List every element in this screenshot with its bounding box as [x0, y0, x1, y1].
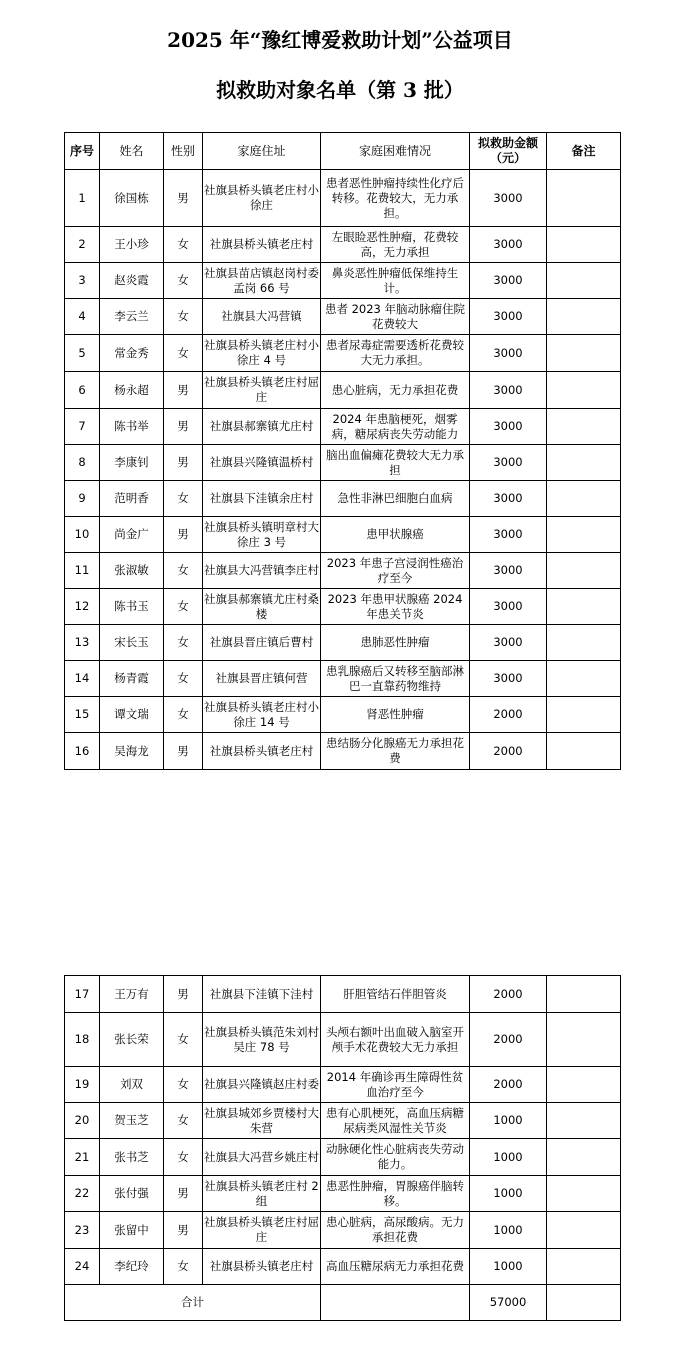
table-row — [65, 733, 621, 770]
cell-note — [547, 335, 621, 372]
cell-amt: 2000 — [470, 733, 547, 770]
cell-name: 李云兰 — [100, 299, 164, 335]
cell-diff: 2023 年患甲状腺癌 2024 年患关节炎 — [321, 589, 470, 625]
cell-addr: 社旗县桥头镇老庄村 — [203, 733, 321, 770]
cell-idx: 8 — [65, 445, 100, 481]
cell-addr: 社旗县桥头镇老庄村 — [203, 1249, 321, 1285]
cell-amt: 1000 — [470, 1212, 547, 1249]
cell-diff: 患肺恶性肿瘤 — [321, 625, 470, 661]
cell-name: 王小珍 — [100, 227, 164, 263]
cell-name: 陈书举 — [100, 409, 164, 445]
cell-diff: 患者恶性肿瘤持续性化疗后转移。花费较大，无力承担。 — [321, 170, 470, 227]
table-row — [65, 1139, 621, 1176]
cell-note — [547, 661, 621, 697]
cell-name: 张长荣 — [100, 1013, 164, 1067]
cell-sex: 男 — [164, 976, 203, 1013]
table-row — [65, 335, 621, 372]
table-row — [65, 299, 621, 335]
table-row — [65, 1067, 621, 1103]
table-header-row — [65, 133, 621, 170]
cell-name: 范明香 — [100, 481, 164, 517]
cell-diff: 肾恶性肿瘤 — [321, 697, 470, 733]
cell-name: 贺玉芝 — [100, 1103, 164, 1139]
total-empty-cell — [321, 1285, 470, 1321]
cell-name: 张书芝 — [100, 1139, 164, 1176]
cell-note — [547, 697, 621, 733]
cell-sex: 女 — [164, 335, 203, 372]
cell-addr: 社旗县晋庄镇后曹村 — [203, 625, 321, 661]
cell-amt: 2000 — [470, 1067, 547, 1103]
cell-sex: 女 — [164, 481, 203, 517]
cell-diff: 2014 年确诊再生障碍性贫血治疗至今 — [321, 1067, 470, 1103]
cell-idx: 11 — [65, 553, 100, 589]
table-row — [65, 1103, 621, 1139]
cell-amt: 3000 — [470, 553, 547, 589]
cell-note — [547, 409, 621, 445]
cell-addr: 社旗县桥头镇明章村大徐庄 3 号 — [203, 517, 321, 553]
cell-amt: 1000 — [470, 1176, 547, 1212]
cell-amt: 3000 — [470, 335, 547, 372]
header-idx: 序号 — [65, 133, 100, 170]
cell-idx: 12 — [65, 589, 100, 625]
cell-diff: 2023 年患子宫浸润性癌治疗至今 — [321, 553, 470, 589]
cell-diff: 患恶性肿瘤，胃腺癌伴脑转移。 — [321, 1176, 470, 1212]
table-row — [65, 1212, 621, 1249]
cell-note — [547, 1139, 621, 1176]
cell-amt: 1000 — [470, 1139, 547, 1176]
cell-sex: 男 — [164, 409, 203, 445]
cell-idx: 21 — [65, 1139, 100, 1176]
cell-note — [547, 589, 621, 625]
total-note-cell — [547, 1285, 621, 1321]
cell-note — [547, 227, 621, 263]
table-row — [65, 553, 621, 589]
cell-diff: 患心脏病，高尿酸病。无力承担花费 — [321, 1212, 470, 1249]
cell-addr: 社旗县晋庄镇何营 — [203, 661, 321, 697]
table-row — [65, 697, 621, 733]
cell-idx: 7 — [65, 409, 100, 445]
cell-note — [547, 299, 621, 335]
cell-diff: 肝胆管结石伴胆管炎 — [321, 976, 470, 1013]
cell-amt: 3000 — [470, 517, 547, 553]
total-amount: 57000 — [470, 1285, 547, 1321]
document-subtitle: 拟救助对象名单（第 3 批） — [216, 78, 464, 102]
cell-idx: 14 — [65, 661, 100, 697]
cell-addr: 社旗县苗店镇赵岗村委孟岗 66 号 — [203, 263, 321, 299]
cell-diff: 患有心肌梗死，高血压病糖尿病类风湿性关节炎 — [321, 1103, 470, 1139]
cell-addr: 社旗县兴隆镇温桥村 — [203, 445, 321, 481]
cell-note — [547, 733, 621, 770]
cell-diff: 患结肠分化腺癌无力承担花费 — [321, 733, 470, 770]
table-row — [65, 976, 621, 1013]
cell-diff: 急性非淋巴细胞白血病 — [321, 481, 470, 517]
cell-idx: 19 — [65, 1067, 100, 1103]
cell-amt: 3000 — [470, 589, 547, 625]
table-row — [65, 517, 621, 553]
total-label: 合计 — [65, 1285, 321, 1321]
cell-addr: 社旗县郝寨镇尤庄村 — [203, 409, 321, 445]
cell-amt: 3000 — [470, 445, 547, 481]
document-title: 2025 年“豫红博爱救助计划”公益项目 — [167, 28, 513, 52]
cell-sex: 女 — [164, 299, 203, 335]
cell-addr: 社旗县大冯营乡姚庄村 — [203, 1139, 321, 1176]
table-row — [65, 1176, 621, 1212]
cell-idx: 23 — [65, 1212, 100, 1249]
cell-amt: 3000 — [470, 409, 547, 445]
cell-sex: 男 — [164, 170, 203, 227]
cell-addr: 社旗县桥头镇范朱刘村吴庄 78 号 — [203, 1013, 321, 1067]
aid-list-table-page2 — [64, 975, 621, 1321]
cell-diff: 患乳腺癌后又转移至脑部淋巴一直靠药物维持 — [321, 661, 470, 697]
cell-name: 李纪玲 — [100, 1249, 164, 1285]
table-row — [65, 625, 621, 661]
cell-idx: 10 — [65, 517, 100, 553]
cell-addr: 社旗县下洼镇余庄村 — [203, 481, 321, 517]
cell-diff: 患者 2023 年脑动脉瘤住院花费较大 — [321, 299, 470, 335]
table-row — [65, 1249, 621, 1285]
cell-sex: 女 — [164, 697, 203, 733]
table-row — [65, 170, 621, 227]
cell-sex: 男 — [164, 733, 203, 770]
cell-amt: 3000 — [470, 625, 547, 661]
cell-note — [547, 1013, 621, 1067]
cell-note — [547, 170, 621, 227]
aid-list-table-page1 — [64, 132, 621, 770]
cell-amt: 1000 — [470, 1249, 547, 1285]
cell-idx: 3 — [65, 263, 100, 299]
cell-sex: 女 — [164, 263, 203, 299]
cell-sex: 男 — [164, 445, 203, 481]
cell-addr: 社旗县郝寨镇尤庄村桑楼 — [203, 589, 321, 625]
cell-sex: 男 — [164, 517, 203, 553]
cell-name: 李康钊 — [100, 445, 164, 481]
cell-idx: 2 — [65, 227, 100, 263]
cell-addr: 社旗县兴隆镇赵庄村委 — [203, 1067, 321, 1103]
cell-sex: 女 — [164, 227, 203, 263]
cell-note — [547, 481, 621, 517]
cell-name: 徐国栋 — [100, 170, 164, 227]
cell-idx: 16 — [65, 733, 100, 770]
cell-idx: 15 — [65, 697, 100, 733]
cell-amt: 3000 — [470, 481, 547, 517]
cell-sex: 男 — [164, 1176, 203, 1212]
cell-note — [547, 1176, 621, 1212]
cell-diff: 鼻炎恶性肿瘤低保维持生计。 — [321, 263, 470, 299]
cell-sex: 女 — [164, 1013, 203, 1067]
cell-diff: 2024 年患脑梗死，烟雾病，糖尿病丧失劳动能力 — [321, 409, 470, 445]
cell-sex: 女 — [164, 589, 203, 625]
cell-idx: 6 — [65, 372, 100, 409]
cell-sex: 女 — [164, 1067, 203, 1103]
table-row — [65, 263, 621, 299]
cell-name: 陈书玉 — [100, 589, 164, 625]
cell-sex: 男 — [164, 1212, 203, 1249]
cell-amt: 1000 — [470, 1103, 547, 1139]
cell-name: 刘双 — [100, 1067, 164, 1103]
cell-amt: 2000 — [470, 1013, 547, 1067]
table-row — [65, 481, 621, 517]
cell-addr: 社旗县桥头镇老庄村屈庄 — [203, 372, 321, 409]
cell-note — [547, 1067, 621, 1103]
cell-sex: 女 — [164, 661, 203, 697]
cell-name: 赵炎霞 — [100, 263, 164, 299]
cell-name: 张付强 — [100, 1176, 164, 1212]
table-row — [65, 409, 621, 445]
table-row — [65, 445, 621, 481]
cell-note — [547, 1212, 621, 1249]
cell-amt: 2000 — [470, 976, 547, 1013]
cell-idx: 17 — [65, 976, 100, 1013]
cell-sex: 女 — [164, 553, 203, 589]
cell-diff: 患心脏病，无力承担花费 — [321, 372, 470, 409]
cell-idx: 18 — [65, 1013, 100, 1067]
table-row — [65, 589, 621, 625]
cell-addr: 社旗县桥头镇老庄村小徐庄 4 号 — [203, 335, 321, 372]
cell-addr: 社旗县桥头镇老庄村小徐庄 14 号 — [203, 697, 321, 733]
cell-name: 宋长玉 — [100, 625, 164, 661]
cell-diff: 脑出血偏瘫花费较大无力承担 — [321, 445, 470, 481]
cell-addr: 社旗县城郊乡贾楼村大朱营 — [203, 1103, 321, 1139]
table-row — [65, 661, 621, 697]
cell-idx: 1 — [65, 170, 100, 227]
cell-addr: 社旗县桥头镇老庄村 2 组 — [203, 1176, 321, 1212]
header-addr: 家庭住址 — [203, 133, 321, 170]
cell-diff: 头颅右额叶出血破入脑室开颅手术花费较大无力承担 — [321, 1013, 470, 1067]
cell-name: 常金秀 — [100, 335, 164, 372]
cell-idx: 24 — [65, 1249, 100, 1285]
table-row — [65, 372, 621, 409]
cell-amt: 3000 — [470, 263, 547, 299]
header-note: 备注 — [547, 133, 621, 170]
cell-name: 杨永超 — [100, 372, 164, 409]
cell-diff: 左眼睑恶性肿瘤，花费较高，无力承担 — [321, 227, 470, 263]
cell-name: 尚金广 — [100, 517, 164, 553]
cell-note — [547, 553, 621, 589]
cell-sex: 男 — [164, 372, 203, 409]
cell-idx: 4 — [65, 299, 100, 335]
cell-amt: 3000 — [470, 372, 547, 409]
header-amt: 拟救助金额（元） — [470, 133, 547, 170]
header-diff: 家庭困难情况 — [321, 133, 470, 170]
cell-name: 杨青霞 — [100, 661, 164, 697]
cell-note — [547, 625, 621, 661]
cell-name: 张留中 — [100, 1212, 164, 1249]
cell-diff: 动脉硬化性心脏病丧失劳动能力。 — [321, 1139, 470, 1176]
cell-sex: 女 — [164, 1139, 203, 1176]
cell-note — [547, 372, 621, 409]
cell-amt: 3000 — [470, 299, 547, 335]
cell-note — [547, 1249, 621, 1285]
cell-name: 谭文瑞 — [100, 697, 164, 733]
cell-name: 吴海龙 — [100, 733, 164, 770]
cell-idx: 9 — [65, 481, 100, 517]
total-row — [65, 1285, 621, 1321]
cell-note — [547, 976, 621, 1013]
table-row — [65, 227, 621, 263]
cell-addr: 社旗县桥头镇老庄村 — [203, 227, 321, 263]
cell-addr: 社旗县桥头镇老庄村屈庄 — [203, 1212, 321, 1249]
cell-addr: 社旗县大冯营镇李庄村 — [203, 553, 321, 589]
cell-idx: 5 — [65, 335, 100, 372]
cell-addr: 社旗县大冯营镇 — [203, 299, 321, 335]
table-row — [65, 1013, 621, 1067]
cell-name: 王万有 — [100, 976, 164, 1013]
cell-idx: 13 — [65, 625, 100, 661]
cell-idx: 20 — [65, 1103, 100, 1139]
cell-sex: 女 — [164, 625, 203, 661]
cell-name: 张淑敏 — [100, 553, 164, 589]
cell-idx: 22 — [65, 1176, 100, 1212]
cell-addr: 社旗县桥头镇老庄村小徐庄 — [203, 170, 321, 227]
cell-amt: 3000 — [470, 661, 547, 697]
header-name: 姓名 — [100, 133, 164, 170]
cell-note — [547, 1103, 621, 1139]
cell-sex: 女 — [164, 1103, 203, 1139]
cell-note — [547, 263, 621, 299]
cell-amt: 3000 — [470, 227, 547, 263]
cell-diff: 高血压糖尿病无力承担花费 — [321, 1249, 470, 1285]
cell-amt: 3000 — [470, 170, 547, 227]
cell-diff: 患甲状腺癌 — [321, 517, 470, 553]
cell-amt: 2000 — [470, 697, 547, 733]
cell-note — [547, 445, 621, 481]
cell-diff: 患者尿毒症需要透析花费较大无力承担。 — [321, 335, 470, 372]
cell-sex: 女 — [164, 1249, 203, 1285]
cell-note — [547, 517, 621, 553]
cell-addr: 社旗县下洼镇下洼村 — [203, 976, 321, 1013]
header-sex: 性别 — [164, 133, 203, 170]
